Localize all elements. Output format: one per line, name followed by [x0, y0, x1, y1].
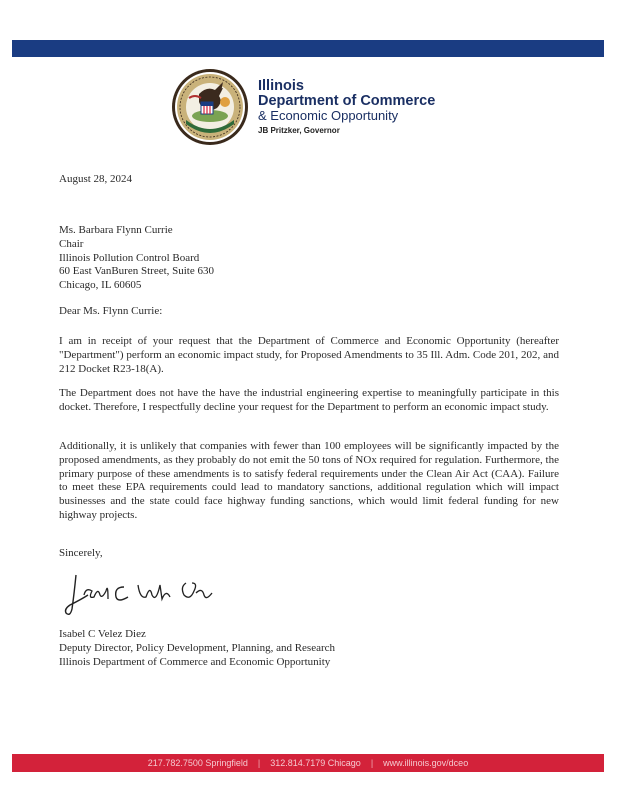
recipient-title: Chair	[59, 237, 84, 250]
top-color-bar	[12, 40, 604, 57]
signer-org: Illinois Department of Commerce and Economic Opportunity	[59, 655, 331, 668]
recipient-org: Illinois Pollution Control Board	[59, 251, 200, 264]
paragraph: Additionally, it is unlikely that companies with fewer than 100 employees will be significantly impacted by the proposed amendments, as they probably do not emit the 50 tons of NOx required for regulation. Furthermore, the primary purpose of these amendments is to satisfy federal requirements under the Clean Air Act (CAA). Failure to meet these EPA requirements could lead to mandatory sanctions, additional regulation which will impact businesses and the state could face highway funding sanctions, which would limit federal funding for new highway projects.	[59, 440, 559, 521]
footer-separator: |	[370, 758, 374, 768]
signer-title: Deputy Director, Policy Development, Planning, and Research	[59, 641, 336, 654]
signer-name: Isabel C Velez Diez	[59, 628, 146, 640]
footer-separator: |	[257, 758, 261, 768]
recipient-street: 60 East VanBuren Street, Suite 630	[59, 265, 214, 278]
illinois-state-seal-icon	[171, 68, 249, 146]
recipient-city: Chicago, IL 60605	[59, 279, 142, 292]
footer-contact-bar	[12, 754, 604, 772]
handwritten-signature	[62, 565, 232, 620]
footer-phone-springfield: 217.782.7500 Springfield	[147, 758, 248, 768]
governor-line: JB Pritzker, Governor	[258, 126, 340, 136]
recipient-address	[59, 224, 214, 293]
org-line-3: & Economic Opportunity	[258, 108, 399, 124]
department-name	[258, 79, 435, 135]
signature-block	[59, 628, 335, 669]
letter-date: August 28, 2024	[59, 173, 133, 185]
footer-website-link[interactable]: www.illinois.gov/dceo	[383, 758, 469, 768]
closing: Sincerely,	[59, 547, 103, 559]
letterhead	[171, 68, 471, 148]
paragraph: I am in receipt of your request that the Department of Commerce and Economic Opportunity (hereafter "Department") perform an economic impact study, for Proposed Amendments to 35 Ill. Adm. Code 201, 202, and 212 Docket R23-18(A).	[59, 335, 559, 375]
org-line-1: Illinois	[258, 78, 304, 94]
org-line-2: Department of Commerce	[258, 93, 436, 110]
paragraph: The Department does not have the have the industrial engineering expertise to meaningfully participate in this docket. Therefore, I respectfully decline your request for the Department to perform an economic impact study.	[59, 387, 559, 413]
salutation: Dear Ms. Flynn Currie:	[59, 305, 163, 317]
recipient-name: Ms. Barbara Flynn Currie	[59, 224, 173, 236]
footer-phone-chicago: 312.814.7179 Chicago	[270, 758, 361, 768]
